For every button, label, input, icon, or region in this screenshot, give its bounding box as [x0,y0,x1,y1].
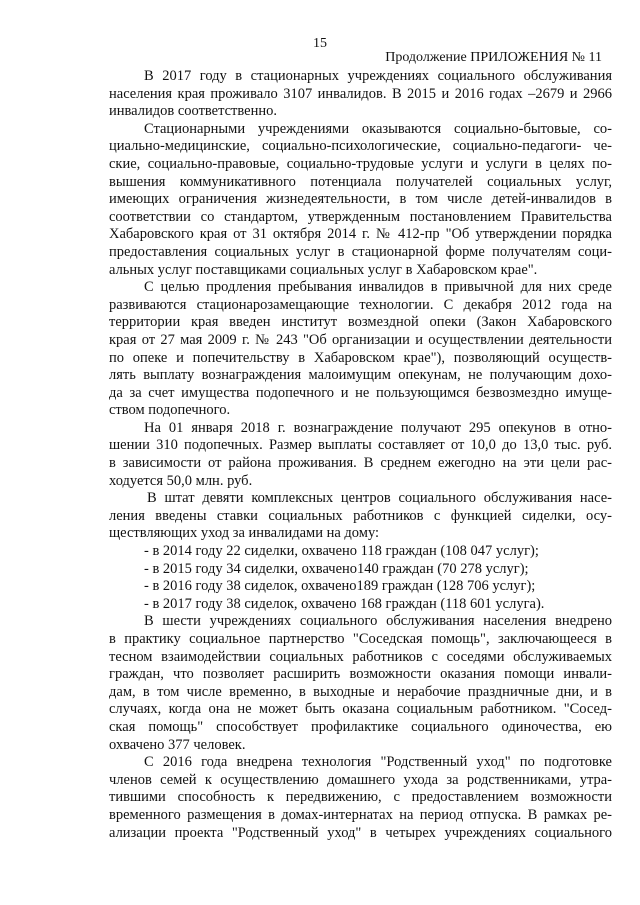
paragraph-1 [109,68,612,121]
list-item: - в 2014 году 22 сиделки, охвачено 118 граждан (108 047 услуг); [144,543,539,560]
paragraph-7 [109,754,612,842]
text-line: вышения коммуникативного потенциала получателей социальных услуг, [109,173,612,190]
text-line: членов семей к осуществлению домашнего ухода за родственниками, утра- [109,771,612,788]
text-line: по опеке и попечительству в Хабаровском крае"), позволяющий осуществ- [109,349,612,366]
text-line: ством подопечного. [109,402,231,419]
text-line: ализации проекта "Родственный уход" в четырех учреждениях социального [109,824,612,841]
text-line: В штат девяти комплексных центров социального обслуживания насе- [147,490,612,507]
text-line: да за счет имущества подопечного и не пользующимся безвозмездно имуще- [109,384,612,401]
paragraph-4 [109,420,612,490]
text-line: В шести учреждениях социального обслуживания населения внедрено [144,613,612,630]
text-line: граждан, что позволяет расширить возможности оказания помощи инвали- [109,666,612,683]
text-line: лять выплату вознаграждения малоимущим опекунам, не получающим дохо- [109,367,612,384]
text-line: ления введены ставки социальных работников с функцией сиделки, осу- [109,507,612,524]
text-line: шении 310 подопечных. Размер выплаты составляет от 10,0 до 13,0 тыс. руб. [109,437,612,454]
text-line: в практику социальное партнерство "Соседская помощь", заключающееся в [109,631,612,647]
text-line: Стационарными учреждениями оказываются социально-бытовые, со- [144,120,612,137]
page-number: 15 [313,36,327,51]
text-line: территории края введен институт возмездной опеки (Закон Хабаровского [109,314,612,331]
text-line: С целью продления пребывания инвалидов в привычной для них среде [144,279,612,296]
text-line: в зависимости от района проживания. В среднем ежегодно на эти цели рас- [109,455,612,472]
text-line: циально-медицинские, социально-психологические, социально-педагоги- че- [109,138,612,155]
paragraph-6 [109,613,612,754]
paragraph-3 [109,279,612,420]
text-line: края от 27 мая 2009 г. № 243 "Об организации и осуществлении деятельности [109,331,612,348]
list-item: - в 2015 году 34 сиделки, охвачено140 граждан (70 278 услуг); [144,560,529,577]
text-line: ходуется 50,0 млн. руб. [109,472,253,489]
list-item: - в 2017 году 38 сиделок, охвачено 168 граждан (118 601 услуга). [144,595,545,612]
text-line: соответствии со стандартом, утвержденным постановлением Правительства [109,208,612,225]
text-line: С 2016 года внедрена технология "Родственный уход" по подготовке [144,754,612,771]
paragraph-5 [109,490,612,543]
text-line: В 2017 году в стационарных учреждениях социального обслуживания [144,68,612,84]
text-line: ские, социально-правовые, социально-трудовые услуги и услуги в целях по- [109,155,612,172]
text-line: населения края проживало 3107 инвалидов. В 2015 и 2016 годах –2679 и 2966 [109,85,612,102]
text-line: ществляющих уход за инвалидами на дому: [109,525,380,542]
text-line: временного размещения в домах-интернатах на период отпуска. В рамках ре- [109,806,612,823]
text-line: тесном взаимодействии социальных работников с соседями обслуживаемых [109,648,612,665]
text-line: предоставления социальных услуг в стационарной форме получателям соци- [109,243,612,260]
text-line: На 01 января 2018 г. вознаграждение получают 295 опекунов в отно- [144,419,612,436]
text-line: случаях, когда она не может быть оказана социальным работником. "Сосед- [109,701,612,718]
text-line: альных услуг поставщиками социальных услуг в Хабаровском крае". [109,261,538,278]
document-body [109,68,612,842]
text-line: Хабаровского края от 31 октября 2014 г. № 412-пр "Об утверждении порядка [109,226,612,243]
text-line: ская помощь" способствует профилактике социального одиночества, ею [109,718,612,735]
text-line: тившими способность к передвижению, с предоставлением возможности [109,789,612,806]
caregivers-list [109,543,612,613]
list-item: - в 2016 году 38 сиделок, охвачено189 граждан (128 706 услуг); [144,578,536,595]
text-line: охвачено 377 человек. [109,736,246,753]
text-line: имеющих ограничения жизнедеятельности, в том числе детей-инвалидов в [109,191,612,208]
paragraph-2 [109,121,612,279]
text-line: дам, в том числе временно, в выходные и нерабочие праздничные дни, и в [109,683,612,700]
running-header: Продолжение ПРИЛОЖЕНИЯ № 11 [385,50,602,65]
text-line: инвалидов соответственно. [109,103,277,120]
text-line: развиваются стационарозамещающие технологии. С декабря 2012 года на [109,296,612,313]
